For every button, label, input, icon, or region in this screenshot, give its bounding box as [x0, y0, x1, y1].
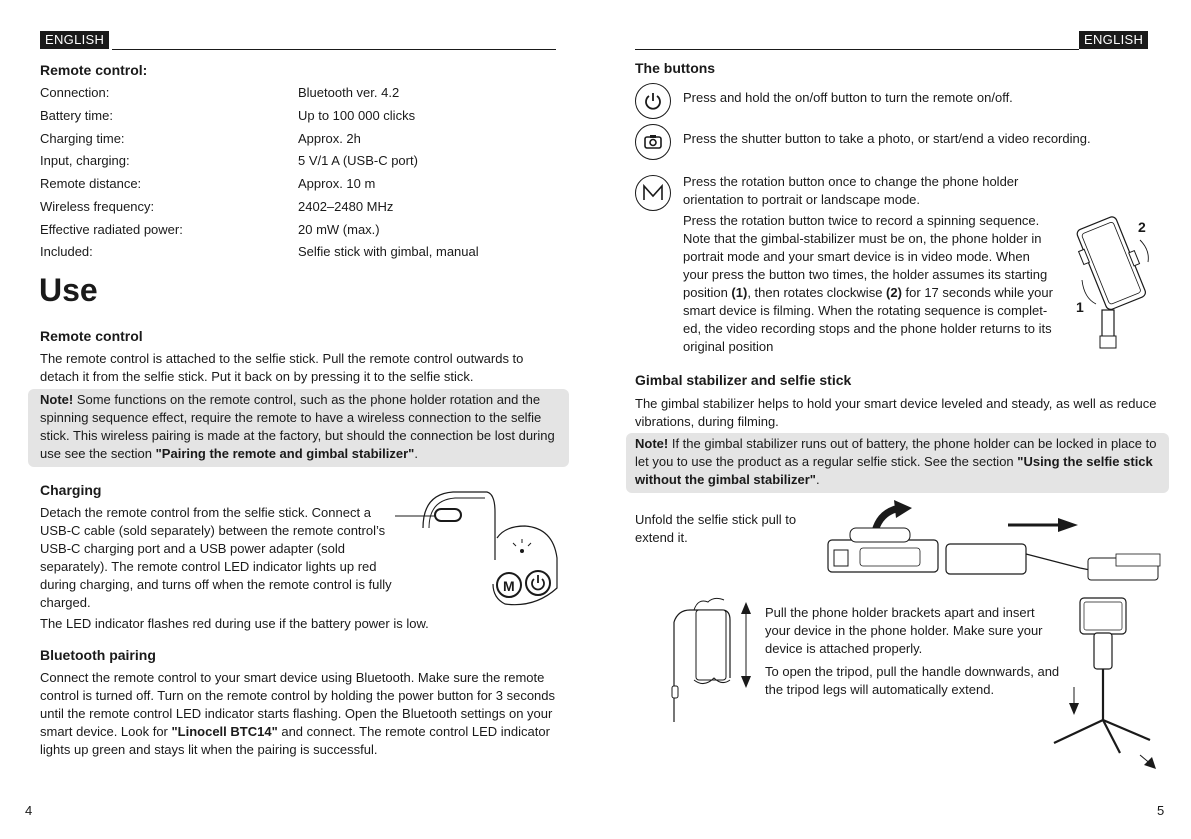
remote-charging-illustration	[395, 488, 565, 608]
spinning-line: ed, the video recording stops and the phone holder returns to its	[683, 321, 1052, 336]
charging-line: charged.	[40, 595, 91, 610]
spec-value: 2402–2480 MHz	[298, 199, 394, 214]
section-reference: "Using the selfie stick without the gimbal stabilizer"	[635, 454, 1153, 487]
note-body: If the gimbal stabilizer runs out of battery, the phone holder can be locked in place to let you to use the product as a regular selfie stick. See the section	[635, 436, 1157, 469]
note-lead: Note!	[40, 392, 74, 407]
phone-holder-instruction	[765, 604, 1043, 658]
charging-line: separately). The remote control LED indicator lights up red	[40, 559, 377, 574]
charging-line: Detach the remote control from the selfie stick. Connect a	[40, 505, 371, 520]
spinning-sequence-description	[683, 212, 1068, 356]
unfold-line: extend it.	[635, 530, 688, 545]
bluetooth-text: Connect the remote control to your smart device using Bluetooth. Make sure the remote control is turned off. Turn on the remote control by holding the power button for 3 seconds until the remote control LED indicator starts flashing. Open the Bluetooth settings on your smart device. Look for	[40, 670, 556, 739]
spec-value: Bluetooth ver. 4.2	[298, 85, 400, 100]
tripod-line: the tripod legs will automatically extend.	[765, 682, 995, 697]
bluetooth-heading: Bluetooth pairing	[40, 647, 156, 663]
spec-label: Remote distance:	[40, 176, 142, 191]
language-label: ENGLISH	[40, 31, 109, 49]
charging-line: during charging, and turns off when the remote control is fully	[40, 577, 392, 592]
spec-label: Charging time:	[40, 131, 125, 146]
note-text	[635, 435, 1160, 489]
unfold-instruction	[635, 511, 796, 547]
buttons-heading: The buttons	[635, 60, 716, 76]
mode-m-icon	[635, 175, 671, 211]
gimbal-paragraph: The gimbal stabilizer helps to hold your smart device leveled and steady, as well as reduce vibrations, during filming.	[635, 396, 1157, 429]
bluetooth-text-end: and connect. The remote control LED indicator lights up green and stays lit when the pairing is successful.	[40, 724, 550, 757]
tripod-instruction	[765, 663, 1059, 699]
unfold-line: Unfold the selfie stick pull to	[635, 512, 797, 527]
led-paragraph: The LED indicator flashes red during use if the battery power is low.	[40, 616, 429, 631]
holder-line: device is attached properly.	[765, 641, 923, 656]
header-rule	[635, 49, 1079, 50]
figure-label-1: 1	[1076, 299, 1084, 315]
note-box	[28, 389, 569, 467]
note-end: .	[414, 446, 418, 461]
page-number: 4	[25, 803, 33, 818]
power-button-description: Press and hold the on/off button to turn the remote on/off.	[683, 90, 1013, 105]
note-body: Some functions on the remote control, such as the phone holder rotation and the spinning sequence effect, require the remote to have a wireless connection to the selfie stick. This wireless pairing is made at the factory, but should the connection be lost during use see the section	[40, 392, 555, 461]
step-2-ref: (2)	[886, 285, 902, 300]
spinning-line: your press the button two times, the holder assumes its starting	[683, 267, 1048, 282]
note-lead: Note!	[635, 436, 669, 451]
charging-line: USB-C cable (sold separately) between the remote control’s	[40, 523, 386, 538]
language-label: ENGLISH	[1079, 31, 1148, 49]
spinning-line: Note that the gimbal-stabilizer must be on, the phone holder in	[683, 231, 1042, 246]
rotation-button-description	[683, 173, 1083, 209]
spec-value: Selfie stick with gimbal, manual	[298, 244, 479, 259]
spec-label: Wireless frequency:	[40, 199, 155, 214]
specs-title: Remote control:	[40, 62, 148, 78]
svg-text:M: M	[503, 578, 515, 594]
charging-line: USB-C charging port and a USB power adapter (sold	[40, 541, 345, 556]
page-number: 5	[1157, 803, 1165, 818]
charging-heading: Charging	[40, 482, 102, 498]
charging-paragraph	[40, 504, 420, 612]
use-heading: Use	[39, 272, 98, 308]
rotation-illustration	[1068, 210, 1158, 355]
bluetooth-paragraph	[40, 669, 560, 759]
section-reference: "Pairing the remote and gimbal stabilizer"	[155, 446, 415, 461]
spinning-text: , then rotates clockwise	[747, 285, 887, 300]
spec-value: Approx. 10 m	[298, 176, 376, 191]
spinning-text: position	[683, 285, 732, 300]
camera-icon	[635, 124, 671, 160]
spec-label: Battery time:	[40, 108, 113, 123]
spec-label: Connection:	[40, 85, 110, 100]
rotation-line: Press the rotation button once to change the phone holder	[683, 174, 1019, 189]
unfold-illustration	[820, 498, 1165, 590]
step-1-ref: (1)	[731, 285, 748, 300]
tripod-line: To open the tripod, pull the handle downwards, and	[765, 664, 1060, 679]
spec-label: Input, charging:	[40, 153, 130, 168]
device-name: "Linocell BTC14"	[171, 724, 278, 739]
spinning-line: smart device is filming. When the rotating sequence is complet-	[683, 303, 1048, 318]
note-end: .	[815, 472, 820, 487]
remote-control-heading: Remote control	[40, 328, 143, 344]
note-box	[626, 433, 1169, 493]
spec-value: Up to 100 000 clicks	[298, 108, 416, 123]
spec-label: Included:	[40, 244, 93, 259]
header-rule	[112, 49, 556, 50]
phone-holder-illustration	[664, 592, 754, 727]
spec-value: 5 V/1 A (USB-C port)	[298, 153, 418, 168]
holder-line: your device in the phone holder. Make sure your	[765, 623, 1043, 638]
holder-line: Pull the phone holder brackets apart and insert	[765, 605, 1035, 620]
spinning-line: Press the rotation button twice to record a spinning sequence.	[683, 213, 1040, 228]
rotation-line: orientation to portrait or landscape mode.	[683, 192, 921, 207]
spec-value: 20 mW (max.)	[298, 222, 380, 237]
spinning-text: for 17 seconds while your	[901, 285, 1053, 300]
shutter-button-description: Press the shutter button to take a photo, or start/end a video recording.	[683, 131, 1091, 146]
spec-label: Effective radiated power:	[40, 222, 183, 237]
spec-value: Approx. 2h	[298, 131, 361, 146]
power-button-icon	[635, 83, 671, 119]
remote-control-paragraph: The remote control is attached to the selfie stick. Pull the remote control outwards to detach it from the selfie stick. Put it back on by pressing it to the selfie stick.	[40, 351, 524, 384]
spinning-line: original position	[683, 339, 774, 354]
spinning-line: portrait mode and your smart device is in video mode. When	[683, 249, 1030, 264]
tripod-illustration	[1040, 595, 1170, 770]
spinning-line	[683, 284, 1068, 302]
gimbal-heading: Gimbal stabilizer and selfie stick	[635, 372, 852, 388]
figure-label-2: 2	[1138, 219, 1146, 235]
note-text	[40, 391, 560, 463]
